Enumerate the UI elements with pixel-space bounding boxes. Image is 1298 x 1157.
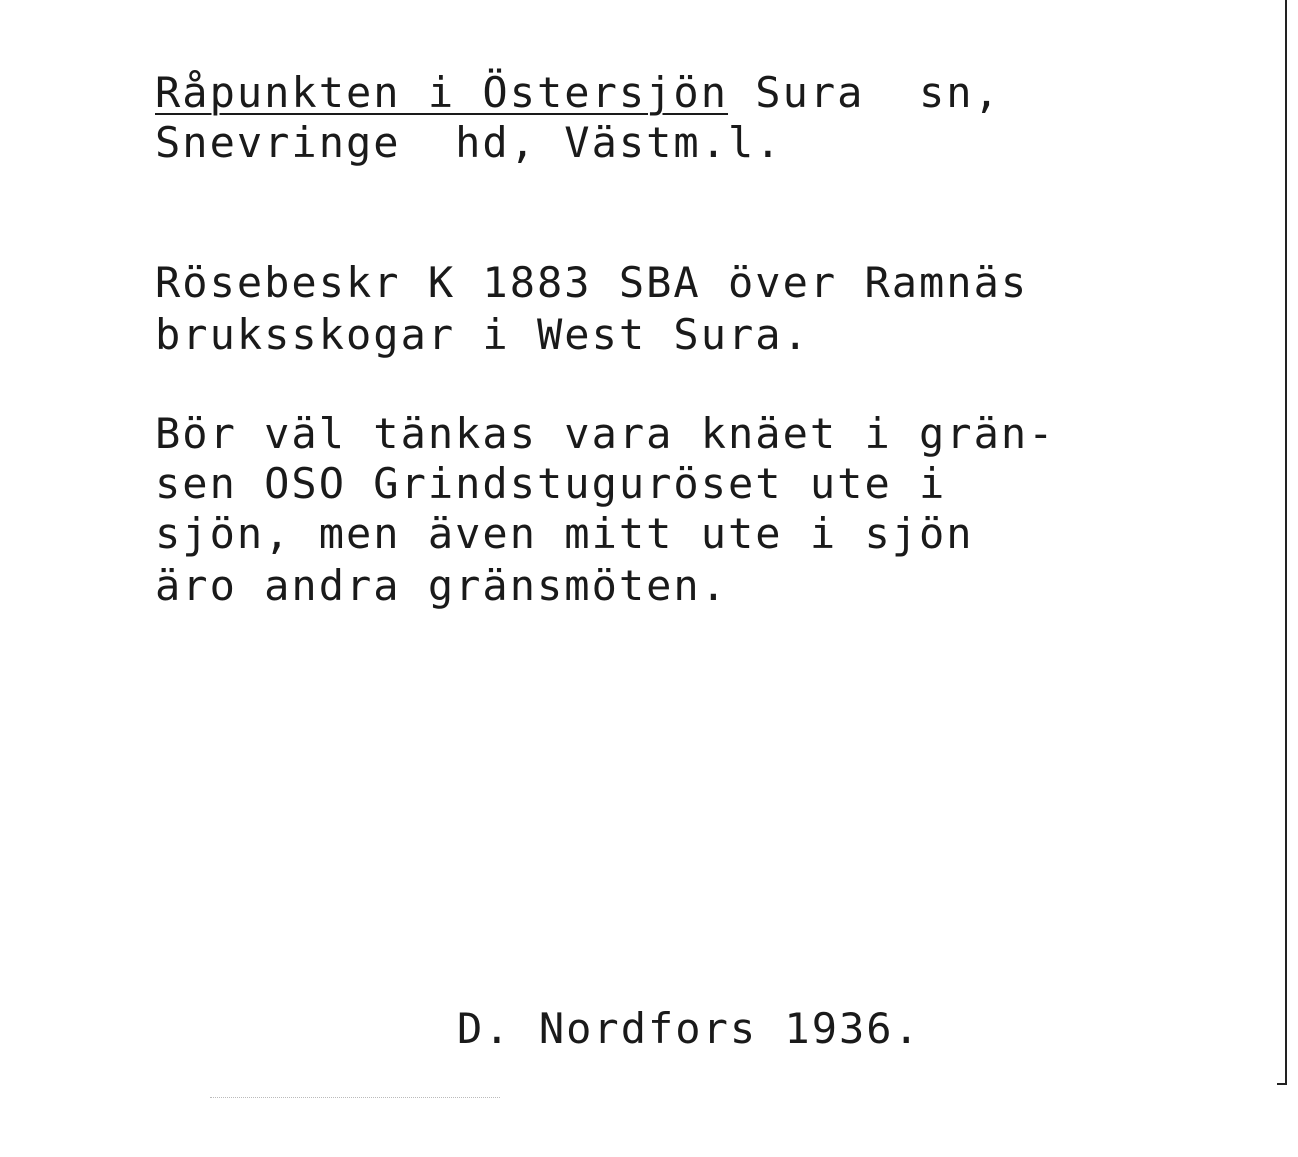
card-edge-corner [1277, 1083, 1287, 1085]
paragraph2-line-1: Bör väl tänkas vara knäet i grän- [155, 409, 1056, 458]
paragraph2-line-4: äro andra gränsmöten. [155, 561, 729, 610]
signature-line: D. Nordfors 1936. [457, 1004, 921, 1053]
paragraph1-line-1: Rösebeskr K 1883 SBA över Ramnäs [155, 258, 1029, 307]
card-edge-right [1285, 0, 1287, 1085]
heading-place-name: Råpunkten i Östersjön [155, 68, 729, 117]
heading-line-2: Snevringe hd, Västm.l. [155, 118, 783, 167]
paragraph2-line-3: sjön, men även mitt ute i sjön [155, 509, 974, 558]
scan-artifact [210, 1097, 500, 1099]
paragraph2-line-2: sen OSO Grindstuguröset ute i [155, 459, 947, 508]
paragraph1-line-2: bruksskogar i West Sura. [155, 310, 810, 359]
heading-parish: Sura sn, [728, 68, 1001, 117]
heading-line-1 [155, 68, 1001, 117]
